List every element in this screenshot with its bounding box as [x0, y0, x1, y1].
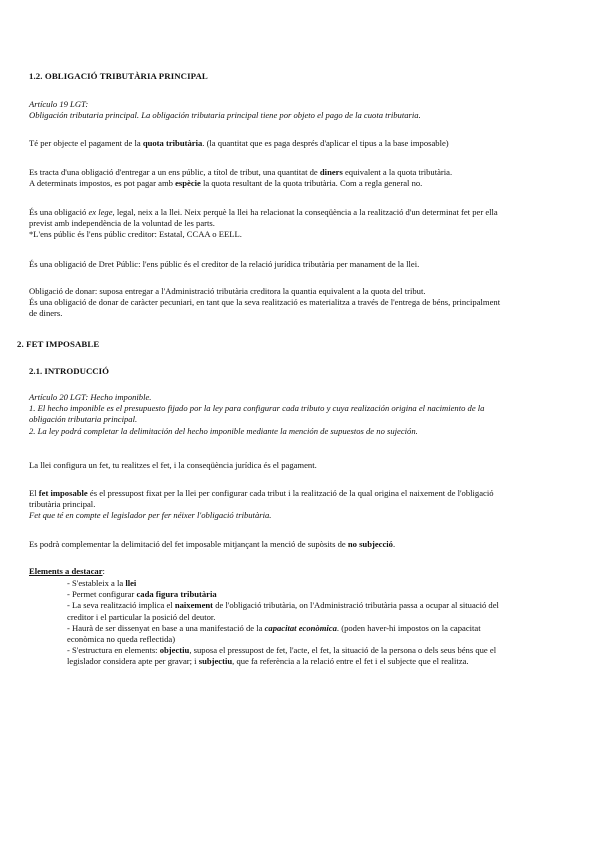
text: . (poden haver-hi impostos on la capacitat — [336, 622, 481, 633]
text: - La seva realització implica el — [67, 600, 175, 611]
elements-title: Elements a destacar — [29, 566, 103, 576]
paragraph-objecte — [29, 138, 583, 149]
text: . (la quantitat que es paga després d'aplicar el tipus a la base imposable) — [202, 138, 449, 148]
text: , suposa el pressupost de fet, l'acte, el fet, la situació de la persona o dels seus béns que el — [189, 645, 497, 656]
text: Té per objecte el pagament de la — [29, 138, 143, 148]
text: - Haurà de ser dissenyat en base a una manifestació de la — [67, 622, 265, 633]
elements-heading — [29, 566, 583, 577]
list-item — [67, 600, 583, 622]
text: El — [29, 488, 39, 498]
section-heading-2: 2. FET IMPOSABLE — [17, 339, 100, 349]
list-item — [67, 623, 583, 645]
article-20-line1: 1. El hecho imponible es el presupuesto fijado por la ley para configurar cada tributo y cuya realización origina el nacimiento de la — [29, 403, 485, 414]
paragraph-tracta — [29, 167, 583, 189]
paragraph-complementar — [29, 539, 583, 550]
text: - S'estableix a la — [67, 578, 126, 588]
term-fet-imposable: fet imposable — [38, 488, 88, 498]
text: creditor i el particular la posició del deutor. — [67, 611, 216, 622]
text: és el pressupost fixat per la llei per configurar cada tribut i la realització de la qual origina el naixement de l'obligació — [87, 488, 494, 498]
term-figura-tributaria: cada figura tributària — [136, 589, 217, 600]
section-heading-1-2: 1.2. OBLIGACIÓ TRIBUTÀRIA PRINCIPAL — [29, 71, 208, 81]
paragraph-donar — [29, 286, 583, 320]
text: - S'estructura en elements: — [67, 645, 160, 656]
text: de diners. — [29, 308, 63, 319]
text: legislador considera apte per gravar; i — [67, 656, 199, 667]
note-ens-public: *L'ens públic és l'ens públic creditor: Estatal, CCAA o EELL. — [29, 229, 242, 240]
text: . — [392, 539, 396, 549]
paragraph-fet-imposable — [29, 488, 583, 522]
paragraph-ex-lege — [29, 207, 583, 241]
term-objectiu: objectiu — [159, 645, 190, 656]
text: , legal, neix a la llei. Neix perquè la llei ha relacionat la conseqüència a la realització d'un determinat fet per ella — [112, 207, 498, 217]
term-especie: espècie — [175, 178, 201, 189]
term-quota-tributaria: quota tributària — [142, 138, 203, 148]
article-19-quote — [29, 99, 583, 121]
text: És una obligació — [29, 207, 89, 217]
text: tributària principal. — [29, 499, 96, 510]
text: previst amb independència de la voluntad de les parts. — [29, 218, 215, 229]
text: Fet que té en compte el legislador per fer néixer l'obligació tributària. — [29, 510, 272, 521]
list-item — [67, 589, 583, 600]
term-subjectiu: subjectiu — [198, 656, 233, 667]
text: : — [102, 566, 105, 576]
article-19-text: Obligación tributaria principal. La obligación tributaria principal tiene por objeto el pago de la cuota tributaria. — [29, 110, 421, 121]
section-heading-2-1: 2.1. INTRODUCCIÓ — [29, 366, 109, 376]
term-naixement: naixement — [174, 600, 214, 611]
article-20-ref: Artículo 20 LGT: Hecho imponible. — [29, 392, 152, 402]
article-20-quote — [29, 392, 583, 437]
elements-list — [67, 578, 583, 668]
list-item — [67, 578, 583, 589]
term-capacitat-economica: capacitat econòmica — [264, 622, 337, 633]
list-item — [67, 645, 583, 667]
text: equivalent a la quota tributària. — [342, 167, 453, 177]
term-diners: diners — [319, 167, 343, 177]
paragraph-dret-public: És una obligació de Dret Públic: l'ens públic és el creditor de la relació jurídica tributària per manament de la llei. — [29, 259, 420, 269]
text: de l'obligació tributària, on l'Administració tributària passa a ocupar al situació del — [213, 600, 499, 611]
text: Es tracta d'una obligació d'entregar a un ens públic, a títol de tribut, una quantitat de — [29, 167, 320, 177]
article-19-ref: Artículo 19 LGT: — [29, 99, 89, 109]
text: - Permet configurar — [67, 589, 137, 600]
term-ex-lege: ex lege — [88, 207, 113, 217]
text: , que fa referència a la relació entre el fet i el subjecte que el realitza. — [232, 656, 469, 667]
text: És una obligació de donar de caràcter pecuniari, en tant que la seva realització es materialitza a través de l'entrega de béns, principalment — [29, 297, 501, 308]
text: econòmica no queda reflectida) — [67, 634, 176, 645]
text: Es podrà complementar la delimitació del fet imposable mitjançant la menció de supòsits de — [29, 539, 348, 549]
article-20-line2: obligación tributaria principal. — [29, 414, 138, 425]
paragraph-llei-configura: La llei configura un fet, tu realitzes el fet, i la conseqüència jurídica és el pagament. — [29, 460, 317, 470]
text: la quota resultant de la quota tributària. Com a regla general no. — [200, 178, 423, 189]
term-no-subjeccio: no subjecció — [347, 539, 393, 549]
article-20-line3: 2. La ley podrá completar la delimitación del hecho imponible mediante la mención de supuestos de no sujeción. — [29, 425, 418, 436]
text: Obligació de donar: suposa entregar a l'Administració tributària creditora la quantia equivalent a la quota del tribut. — [29, 286, 426, 296]
term-llei: llei — [125, 578, 137, 588]
text: A determinats impostos, es pot pagar amb — [29, 178, 176, 189]
